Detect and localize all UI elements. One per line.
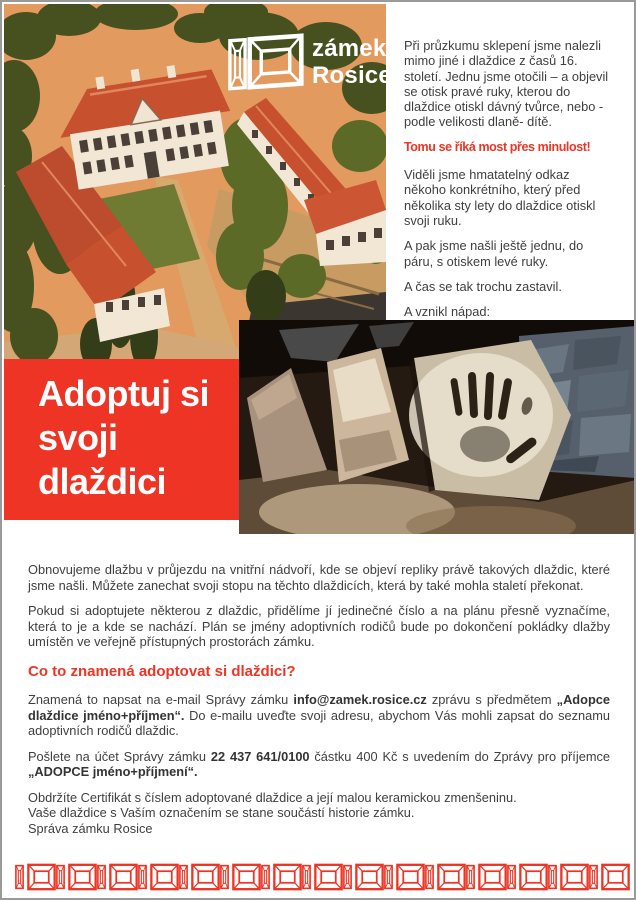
tile-ornament bbox=[589, 863, 630, 891]
tile-border bbox=[15, 862, 621, 892]
tile-ornament bbox=[384, 863, 425, 891]
tile-narrow-icon bbox=[220, 863, 229, 891]
banner-line3: dlaždici bbox=[38, 461, 167, 502]
tile-narrow-icon bbox=[138, 863, 147, 891]
payment-para-text: částku 400 Kč s uvedením do Zprávy pro příjemce bbox=[309, 748, 610, 764]
section-heading: Co to znamená adoptovat si dlaždici? bbox=[28, 662, 296, 680]
tile-wide-icon bbox=[232, 863, 261, 891]
intro-paragraph-5: A vznikl nápad: bbox=[404, 304, 491, 320]
tile-wide-icon bbox=[27, 863, 56, 891]
tile-wide-icon bbox=[519, 863, 548, 891]
tile-ornament bbox=[56, 863, 97, 891]
tile-narrow-icon bbox=[179, 863, 188, 891]
payment-subject: „ADOPCE jméno+příjmení“. bbox=[28, 764, 198, 779]
intro-paragraph-1: Při průzkumu sklepení jsme nalezli mimo jiné i dlaždice z časů 16. století. Jednu jsme otočili – a objevil se otisk pravé ruky, kterou do dlaždice otiskl dávný tvůrce, nebo -podle velikosti dlaně- dítě. bbox=[404, 38, 609, 130]
tile-narrow-icon bbox=[97, 863, 106, 891]
logo-line2: Rosice bbox=[312, 62, 392, 89]
tile-ornament bbox=[466, 863, 507, 891]
bank-account-number: 22 437 641/0100 bbox=[210, 748, 310, 764]
body-paragraph-email bbox=[28, 692, 610, 739]
tile-wide-icon bbox=[355, 863, 384, 891]
tile-narrow-icon bbox=[589, 863, 598, 891]
body-paragraph-payment bbox=[28, 749, 610, 780]
tile-wide-icon bbox=[478, 863, 507, 891]
tile-narrow-icon bbox=[548, 863, 557, 891]
handprint-tile-photo bbox=[239, 320, 636, 534]
intro-paragraph-2: Viděli jsme hmatatelný odkaz někoho konkrétního, který před několika sty lety do dlaždice otiskl svoji ruku. bbox=[404, 167, 596, 228]
tile-ornament bbox=[302, 863, 343, 891]
tile-wide-icon bbox=[109, 863, 138, 891]
tile-wide-icon bbox=[150, 863, 179, 891]
tile-wide-icon bbox=[601, 863, 630, 891]
tile-narrow-icon bbox=[56, 863, 65, 891]
tile-narrow-icon bbox=[302, 863, 311, 891]
banner-line2: svoji bbox=[38, 417, 118, 458]
tile-ornament bbox=[138, 863, 179, 891]
payment-para-text: Pošlete na účet Správy zámku bbox=[28, 748, 211, 764]
title-banner bbox=[4, 359, 239, 520]
signature: Správa zámku Rosice bbox=[28, 820, 153, 836]
tile-narrow-icon bbox=[466, 863, 475, 891]
tile-narrow-icon bbox=[261, 863, 270, 891]
intro-column bbox=[404, 38, 612, 329]
tile-ornament bbox=[548, 863, 589, 891]
body-text bbox=[28, 562, 610, 836]
tile-wide-icon bbox=[396, 863, 425, 891]
tile-ornament bbox=[425, 863, 466, 891]
tile-wide-icon bbox=[437, 863, 466, 891]
tile-narrow-icon bbox=[343, 863, 352, 891]
logo bbox=[228, 32, 392, 92]
intro-paragraph-4: A čas se tak trochu zastavil. bbox=[404, 278, 562, 294]
tile-ornament bbox=[15, 863, 56, 891]
tile-wide-icon bbox=[191, 863, 220, 891]
body-paragraph-2: Pokud si adoptujete některou z dlaždic, přidělíme jí jedinečné číslo a na plánu přesně vyznačíme, která to je a kde se nachází. Plán se jmény adoptivních rodičů bude po dokončení pokládky dlažby umístěn ve veřejně přístupných prostorách zámku. bbox=[28, 603, 610, 649]
tile-wide-icon bbox=[314, 863, 343, 891]
intro-paragraph-3: A pak jsme našli ještě jednu, do páru, s otiskem levé ruky. bbox=[404, 238, 584, 269]
tile-ornament bbox=[220, 863, 261, 891]
logo-line1: zámek bbox=[312, 35, 387, 62]
body-paragraph-history: Vaše dlaždice s Vaším označením se stane součástí historie zámku. bbox=[28, 805, 415, 820]
banner-line1: Adoptuj si bbox=[38, 373, 209, 414]
tile-wide-icon bbox=[560, 863, 589, 891]
email-subject: „Adopce dlaždice jméno+příjmen“. bbox=[28, 692, 610, 723]
intro-highlight: Tomu se říká most přes minulost! bbox=[404, 139, 591, 154]
tile-ornament bbox=[343, 863, 384, 891]
email-para-text: zprávu s předmětem bbox=[426, 692, 557, 707]
email-address: info@zamek.rosice.cz bbox=[293, 692, 427, 707]
body-paragraph-certificate: Obdržíte Certifikát s číslem adoptované dlaždice a její malou keramickou zmenšeninu. bbox=[28, 789, 517, 805]
tile-ornament bbox=[261, 863, 302, 891]
tile-narrow-icon bbox=[425, 863, 434, 891]
tile-ornament bbox=[507, 863, 548, 891]
email-para-text: Znamená to napsat na e-mail Správy zámku bbox=[28, 692, 294, 707]
tile-narrow-icon bbox=[384, 863, 393, 891]
email-para-text: Do e-mailu uveďte svoji adresu, abychom Vás mohli zapsat do seznamu adoptivních rodičů dlaždic. bbox=[28, 707, 610, 738]
tile-narrow-icon bbox=[507, 863, 516, 891]
body-paragraph-1: Obnovujeme dlažbu v průjezdu na vnitřní nádvoří, kde se objeví repliky právě takových dlaždic, které jsme našli. Můžete zanechat svoji stopu na těchto dlaždicích, která by také mohla staletí překonat. bbox=[28, 562, 610, 593]
tile-wide-icon bbox=[68, 863, 97, 891]
tile-logo-icon bbox=[228, 32, 304, 92]
tile-wide-icon bbox=[273, 863, 302, 891]
tile-narrow-icon bbox=[15, 863, 24, 891]
tile-ornament bbox=[97, 863, 138, 891]
logo-text bbox=[312, 35, 392, 89]
tile-ornament bbox=[179, 863, 220, 891]
